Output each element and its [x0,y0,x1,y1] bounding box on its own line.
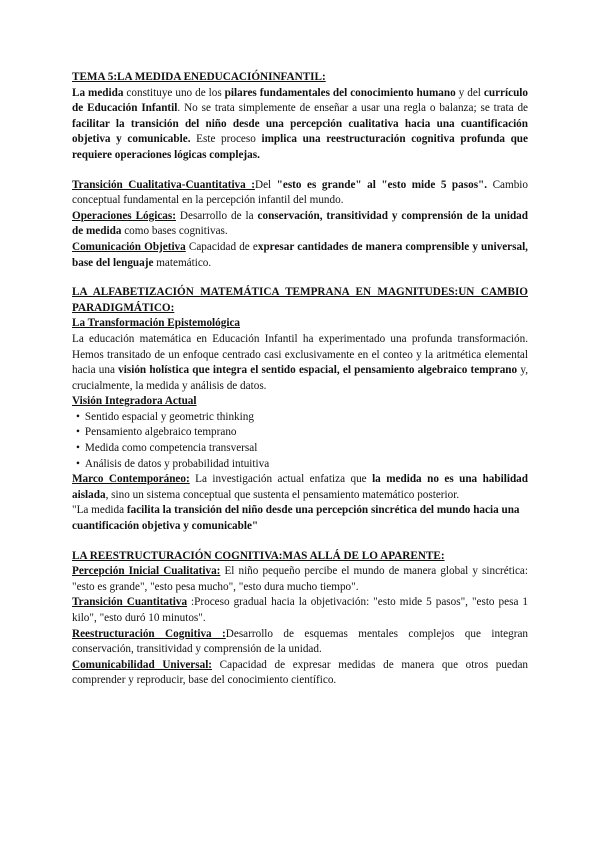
list-item: • Medida como competencia transversal [72,441,528,457]
text-run: Capacidad de e [185,240,258,253]
paragraph-transformacion [72,332,528,394]
text-run: Desarrollo de esquemas mentales complejos que integran conservación, transitividad y comprensión de la unidad. [72,627,528,656]
quote [72,503,528,534]
term: Reestructuración Cognitiva : [72,627,226,640]
text-run: xpresar cantidades de manera comprensible y universal, base del lenguaje [72,240,528,269]
subheading-vision: Visión Integradora Actual [72,395,197,408]
term: Transición Cuantitativa [72,596,188,609]
text-run: matemático. [153,256,212,269]
text-run: Del [254,178,277,191]
text-run: "esto es grande" al "esto mide 5 pasos". [276,178,488,191]
definition-transicion-cuantitativa [72,595,528,626]
list-item: • Análisis de datos y probabilidad intuitiva [72,457,528,473]
list-item: • Sentido espacial y geometric thinking [72,410,528,426]
text-run: :Proceso gradual hacia la objetivación: "esto mide 5 pasos", "esto pesa 1 kilo", "esto duró 10 minutos". [72,596,528,624]
definition-comunicabilidad [72,658,528,689]
definition-operaciones [72,209,528,240]
text-run: La investigación actual enfatiza que [189,473,373,486]
text-run: Desarrollo de la [175,209,258,222]
paragraph-marco [72,472,528,503]
term: Transición Cualitativa-Cuantitativa : [72,178,255,191]
section-title-reestructuracion: LA REESTRUCTURACIÓN COGNITIVA:MAS ALLÁ DE LO APARENTE: [72,549,445,562]
term: Percepción Inicial Cualitativa: [72,565,221,578]
text-run: Cambio conceptual fundamental en la percepción infantil del mundo. [72,178,528,207]
text-run: como bases cognitivas. [121,225,228,238]
definition-comunicacion [72,240,528,271]
text-run: El niño pequeño percibe el mundo de manera global y sincrética: "esto es grande", "esto pesa mucho", "esto dura mucho tiempo". [72,565,528,593]
definition-reestructuracion [72,627,528,658]
term: Operaciones Lógicas: [72,209,176,222]
text-run: "La medida [72,504,127,517]
text-run: constituye uno de los [123,86,225,99]
text-run: y del [455,86,484,99]
definition-percepcion [72,564,528,595]
text-run: y, crucialmente, la medida y análisis de datos. [72,364,528,392]
text-run: la medida no es una habilidad aislada [72,473,528,501]
text-run: Capacidad de expresar medidas de manera que otros puedan comprender y reproducir, base del conocimiento científico. [72,658,528,687]
text-run: . No se trata simplemente de enseñar a usar una regla o balanza; se trata de [177,102,529,115]
text-run: , sino un sistema conceptual que sustenta el pensamiento matemático posterior. [105,488,460,501]
term: Comunicación Objetiva [72,240,186,253]
section-title-medida: TEMA 5:LA MEDIDA ENEDUCACIÓNINFANTIL: [72,71,326,83]
intro-paragraph [72,86,528,164]
text-run: conservación, transitividad y comprensión de la unidad de medida [72,209,528,238]
list-item: • Pensamiento algebraico temprano [72,425,528,441]
subheading-transformacion: La Transformación Epistemológica [72,317,241,330]
text-run: currículo de Educación Infantil [72,86,528,115]
definition-transicion [72,178,528,209]
bullet-list [72,410,528,472]
text-run: pilares fundamentales del conocimiento humano [224,86,456,99]
text-run: facilita la transición del niño desde una percepción sincrética del mundo hacia una cuantificación objetiva y comunicable" [72,504,520,533]
term: Marco Contemporáneo: [72,473,190,486]
term: Comunicabilidad Universal: [72,658,213,671]
text-run: facilitar la transición del niño desde una percepción cualitativa hacia una cuantificación objetiva y comunicable. [72,117,528,146]
text-run: La medida [72,86,124,99]
document-page [72,70,528,689]
section-title-alfabetizacion: LA ALFABETIZACIÓN MATEMÁTICA TEMPRANA EN MAGNITUDES:UN CAMBIO PARADIGMÁTICO: [72,286,528,314]
text-run: La educación matemática en Educación Infantil ha experimentado una profunda transformación. Hemos transitado de un enfoque centrado casi exclusivamente en el conteo y la aritmética elemental hacia una [72,332,528,377]
text-run: visión holística que integra el sentido espacial, el pensamiento algebraico temprano [118,364,518,377]
text-run: implica una reestructuración cognitiva profunda que requiere operaciones lógicas complejas. [72,133,528,161]
text-run: Este proceso [190,133,262,146]
